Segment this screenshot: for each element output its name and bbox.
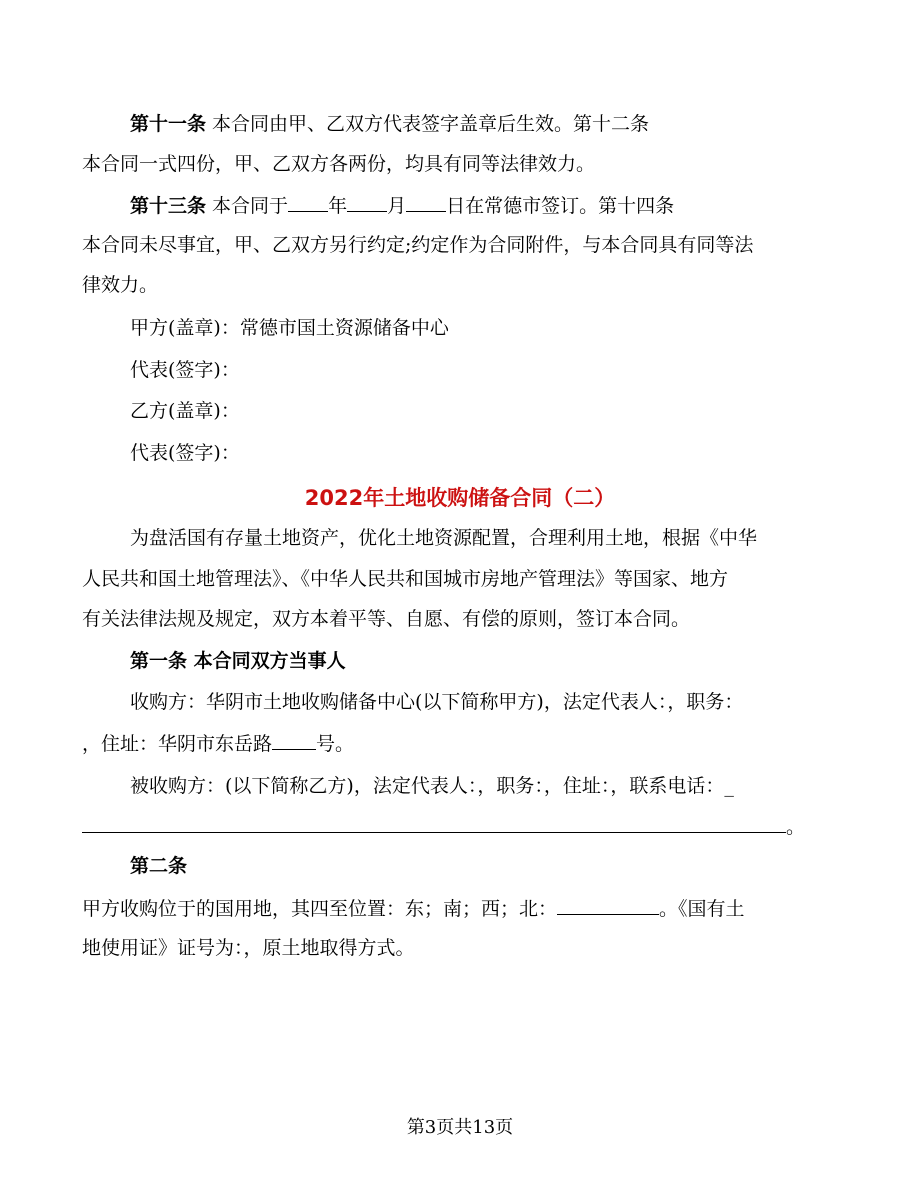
clause-13-month: 月 <box>387 195 407 217</box>
blank-year <box>288 193 328 212</box>
buyer-address: ，住址：华阴市东岳路 <box>82 733 273 755</box>
clause-13-line <box>130 193 674 218</box>
blank-north <box>557 896 659 915</box>
article-2-line-2: 地使用证》证号为：，原土地取得方式。 <box>82 937 415 959</box>
clause-11-label: 第十一条 <box>130 113 207 135</box>
clause-11-line <box>130 112 649 136</box>
article-2-text-end: 。《国有土 <box>659 898 745 920</box>
seller-line-1: 被收购方：(以下简称乙方)，法定代表人：，职务：，住址：，联系电话：_ <box>130 775 734 797</box>
blank-day <box>406 193 446 212</box>
article-1-heading: 第一条 本合同双方当事人 <box>130 650 346 672</box>
clause-14-line-1: 本合同未尽事宜，甲、乙双方另行约定;约定作为合同附件，与本合同具有同等法 <box>82 234 754 256</box>
buyer-address-end: 号。 <box>316 733 355 755</box>
clause-12-text: 本合同一式四份，甲、乙双方各两份，均具有同等法律效力。 <box>82 153 596 175</box>
clause-13-day: 日在常德市签订。第十四条 <box>446 195 675 217</box>
contract-2-title: 2022年土地收购储备合同（二） <box>304 486 616 510</box>
intro-line-1: 为盘活国有存量土地资产，优化土地资源配置，合理利用土地，根据《中华 <box>130 527 758 549</box>
clause-13-year: 年 <box>328 195 348 217</box>
intro-line-3: 有关法律法规及规定，双方本着平等、自愿、有偿的原则，签订本合同。 <box>82 608 691 630</box>
article-2-line-1 <box>82 896 745 921</box>
page-footer: 第3页共13页 <box>406 1117 514 1138</box>
clause-13-label: 第十三条 <box>130 195 207 217</box>
article-2-text: 甲方收购位于的国用地，其四至位置：东；南；西；北： <box>82 898 558 920</box>
article-2-heading: 第二条 <box>130 855 188 877</box>
party-a-representative: 代表(签字)： <box>130 359 240 381</box>
clause-14-line-2: 律效力。 <box>82 274 159 296</box>
party-b-seal: 乙方(盖章)： <box>130 400 240 422</box>
buyer-line-1: 收购方：华阴市土地收购储备中心(以下简称甲方)，法定代表人：，职务： <box>130 691 744 713</box>
party-a-seal: 甲方(盖章)：常德市国土资源储备中心 <box>130 317 449 339</box>
clause-13-text1: 本合同于 <box>206 195 289 217</box>
seller-line-end: 。 <box>786 816 806 838</box>
blank-phone <box>82 814 786 833</box>
blank-month <box>347 193 387 212</box>
blank-house-number <box>272 731 316 750</box>
party-b-representative: 代表(签字)： <box>130 442 240 464</box>
buyer-line-2 <box>82 731 354 756</box>
clause-11-text: 本合同由甲、乙双方代表签字盖章后生效。第十二条 <box>206 113 650 135</box>
seller-line-2 <box>82 814 805 839</box>
intro-line-2: 人民共和国土地管理法》、《中华人民共和国城市房地产管理法》等国家、地方 <box>82 568 729 590</box>
